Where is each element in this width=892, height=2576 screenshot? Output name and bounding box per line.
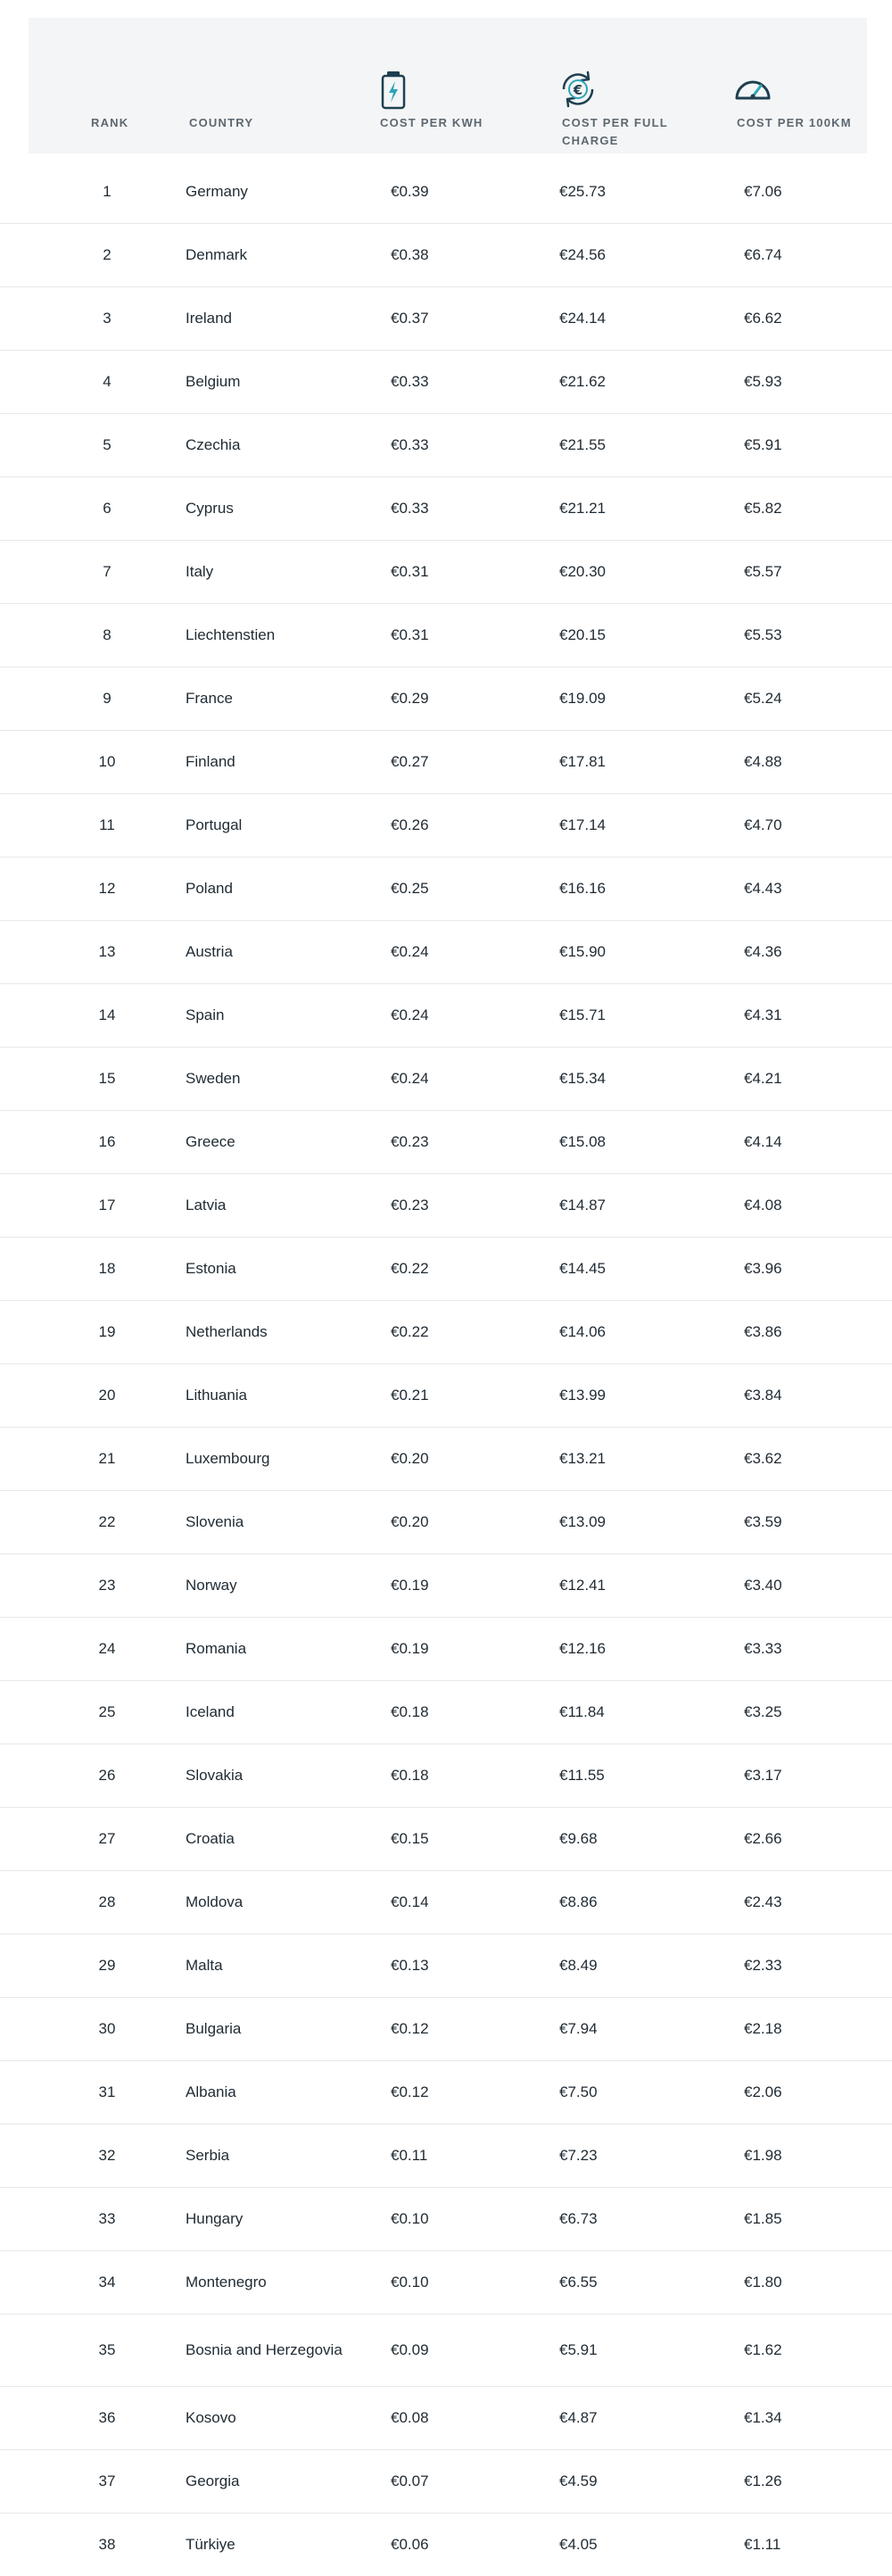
rank-cell: 14 [98,1006,116,1023]
cost-per-100km-cell: €4.88 [744,753,782,770]
table-row [0,1871,892,1934]
rank-cell: 16 [98,1133,116,1150]
cost-per-kwh-cell: €0.06 [391,2536,429,2553]
cost-per-kwh-cell: €0.31 [391,626,429,643]
header-cost-per-kwh: COST PER KWH [380,116,483,129]
rank-cell: 27 [98,1830,116,1847]
table-row [0,2450,892,2514]
cost-per-100km-cell: €5.53 [744,626,782,643]
cost-per-full-charge-cell: €7.94 [559,2020,598,2037]
table-row [0,287,892,351]
cost-per-kwh-cell: €0.20 [391,1513,429,1530]
cost-per-full-charge-cell: €15.08 [559,1133,606,1150]
cost-per-kwh-cell: €0.12 [391,2083,429,2100]
cost-per-full-charge-cell: €21.21 [559,500,606,517]
cost-per-kwh-cell: €0.14 [391,1893,429,1910]
table-row [0,2387,892,2450]
country-cell: Luxembourg [186,1450,270,1467]
cost-per-100km-cell: €2.66 [744,1830,782,1847]
battery-charging-icon [380,70,407,111]
country-cell: Montenegro [186,2274,267,2290]
rank-cell: 9 [103,690,112,707]
cost-per-full-charge-cell: €24.14 [559,310,606,327]
cost-per-100km-cell: €2.33 [744,1957,782,1974]
table-row [0,224,892,287]
country-cell: Czechia [186,436,241,453]
cost-per-full-charge-cell: €20.30 [559,563,606,580]
cost-per-kwh-cell: €0.13 [391,1957,429,1974]
header-country: COUNTRY [189,116,254,129]
rank-cell: 31 [98,2083,116,2100]
country-cell: Latvia [186,1197,227,1213]
table-row [0,1174,892,1238]
cost-per-full-charge-cell: €4.87 [559,2409,598,2426]
cost-per-kwh-cell: €0.37 [391,310,429,327]
table-row [0,1428,892,1491]
euro-cycle-icon [557,70,599,109]
cost-per-full-charge-cell: €14.45 [559,1260,606,1277]
cost-per-full-charge-cell: €13.09 [559,1513,606,1530]
country-cell: Türkiye [186,2536,235,2553]
country-cell: Bulgaria [186,2020,242,2037]
cost-per-kwh-cell: €0.09 [391,2341,429,2358]
rank-cell: 15 [98,1070,116,1087]
country-cell: Italy [186,563,214,580]
cost-per-100km-cell: €1.62 [744,2341,782,2358]
cost-per-kwh-cell: €0.22 [391,1260,429,1277]
cost-per-full-charge-cell: €14.06 [559,1323,606,1340]
cost-per-full-charge-cell: €21.62 [559,373,606,390]
cost-per-kwh-cell: €0.24 [391,1006,429,1023]
country-cell: Netherlands [186,1323,268,1340]
table-row [0,1808,892,1871]
cost-per-100km-cell: €1.85 [744,2210,782,2227]
cost-per-100km-cell: €3.62 [744,1450,782,1467]
cost-per-full-charge-cell: €15.71 [559,1006,606,1023]
cost-per-full-charge-cell: €4.05 [559,2536,598,2553]
cost-per-100km-cell: €3.17 [744,1767,782,1784]
country-cell: Spain [186,1006,225,1023]
country-cell: Serbia [186,2147,230,2164]
rank-cell: 38 [98,2536,116,2553]
table-row [0,1681,892,1744]
country-cell: Norway [186,1577,237,1594]
rank-cell: 34 [98,2274,116,2290]
cost-per-100km-cell: €5.91 [744,436,782,453]
cost-per-100km-cell: €5.24 [744,690,782,707]
cost-per-full-charge-cell: €12.16 [559,1640,606,1657]
rank-cell: 17 [98,1197,116,1213]
cost-per-100km-cell: €5.82 [744,500,782,517]
cost-per-full-charge-cell: €24.56 [559,246,606,263]
cost-per-100km-cell: €3.40 [744,1577,782,1594]
country-cell: Liechtenstien [186,626,276,643]
cost-per-100km-cell: €3.33 [744,1640,782,1657]
rank-cell: 20 [98,1387,116,1404]
cost-per-kwh-cell: €0.20 [391,1450,429,1467]
cost-per-full-charge-cell: €12.41 [559,1577,606,1594]
cost-per-100km-cell: €4.08 [744,1197,782,1213]
country-cell: Cyprus [186,500,234,517]
table-row [0,161,892,224]
rank-cell: 33 [98,2210,116,2227]
svg-text:€: € [573,82,583,98]
cost-per-kwh-cell: €0.24 [391,1070,429,1087]
cost-per-full-charge-cell: €20.15 [559,626,606,643]
cost-per-100km-cell: €4.43 [744,880,782,897]
country-cell: Slovenia [186,1513,244,1530]
cost-per-100km-cell: €3.86 [744,1323,782,1340]
rank-cell: 2 [103,246,112,263]
cost-per-full-charge-cell: €5.91 [559,2341,598,2358]
table-row [0,1491,892,1554]
country-cell: Romania [186,1640,247,1657]
cost-per-full-charge-cell: €14.87 [559,1197,606,1213]
cost-per-100km-cell: €2.06 [744,2083,782,2100]
table-row [0,1934,892,1998]
table-row [0,351,892,414]
table-row [0,1998,892,2061]
cost-per-full-charge-cell: €21.55 [559,436,606,453]
country-cell: Greece [186,1133,235,1150]
cost-per-kwh-cell: €0.31 [391,563,429,580]
table-row [0,2125,892,2188]
table-row [0,2315,892,2387]
rank-cell: 35 [98,2341,116,2358]
country-cell: Albania [186,2083,236,2100]
cost-per-100km-cell: €1.98 [744,2147,782,2164]
cost-per-kwh-cell: €0.19 [391,1640,429,1657]
rank-cell: 25 [98,1703,116,1720]
country-cell: Kosovo [186,2409,236,2426]
cost-per-kwh-cell: €0.39 [391,183,429,200]
rank-cell: 22 [98,1513,116,1530]
cost-per-100km-cell: €5.57 [744,563,782,580]
rank-cell: 23 [98,1577,116,1594]
table-body [0,161,892,2576]
rank-cell: 21 [98,1450,116,1467]
country-cell: Denmark [186,246,247,263]
cost-per-full-charge-cell: €15.90 [559,943,606,960]
rank-cell: 36 [98,2409,116,2426]
rank-cell: 24 [98,1640,116,1657]
country-cell: Austria [186,943,233,960]
rank-cell: 12 [98,880,116,897]
cost-per-full-charge-cell: €11.55 [559,1767,605,1784]
cost-per-full-charge-cell: €19.09 [559,690,606,707]
cost-per-kwh-cell: €0.29 [391,690,429,707]
table-row [0,1364,892,1428]
table-row [0,667,892,731]
table-row [0,2514,892,2576]
cost-per-full-charge-cell: €13.99 [559,1387,606,1404]
cost-per-full-charge-cell: €7.23 [559,2147,598,2164]
header-cost-per-full-charge: COST PER FULL CHARGE [562,116,668,147]
rank-cell: 26 [98,1767,116,1784]
table-row [0,984,892,1048]
table-row [0,1301,892,1364]
table-row [0,921,892,984]
cost-per-full-charge-cell: €15.34 [559,1070,606,1087]
cost-per-kwh-cell: €0.18 [391,1703,429,1720]
cost-per-100km-cell: €5.93 [744,373,782,390]
rank-cell: 32 [98,2147,116,2164]
cost-per-100km-cell: €2.43 [744,1893,782,1910]
cost-per-full-charge-cell: €6.55 [559,2274,598,2290]
rank-cell: 37 [98,2472,116,2489]
cost-per-full-charge-cell: €7.50 [559,2083,598,2100]
table-row [0,477,892,541]
cost-per-kwh-cell: €0.21 [391,1387,429,1404]
cost-per-kwh-cell: €0.27 [391,753,429,770]
table-row [0,794,892,857]
table-row [0,1048,892,1111]
cost-per-100km-cell: €3.96 [744,1260,782,1277]
cost-per-kwh-cell: €0.33 [391,436,429,453]
cost-per-kwh-cell: €0.11 [391,2147,428,2164]
cost-per-full-charge-cell: €25.73 [559,183,606,200]
cost-per-full-charge-cell: €8.86 [559,1893,598,1910]
cost-per-kwh-cell: €0.10 [391,2274,429,2290]
rank-cell: 1 [103,183,112,200]
header-rank: RANK [91,116,129,129]
cost-per-kwh-cell: €0.23 [391,1133,429,1150]
cost-per-full-charge-cell: €17.81 [559,753,606,770]
cost-per-100km-cell: €3.25 [744,1703,782,1720]
country-cell: Iceland [186,1703,235,1720]
table-row [0,1238,892,1301]
country-cell: Bosnia and Herzegovia [186,2341,343,2358]
country-cell: Hungary [186,2210,244,2227]
country-cell: Sweden [186,1070,241,1087]
cost-per-100km-cell: €1.80 [744,2274,782,2290]
cost-per-100km-cell: €4.70 [744,816,782,833]
country-cell: Finland [186,753,235,770]
cost-per-kwh-cell: €0.15 [391,1830,429,1847]
table-row [0,541,892,604]
table-row [0,2251,892,2315]
table-row [0,1111,892,1174]
cost-per-kwh-cell: €0.25 [391,880,429,897]
cost-per-100km-cell: €4.31 [744,1006,782,1023]
table-row [0,2061,892,2125]
cost-per-100km-cell: €3.59 [744,1513,782,1530]
cost-per-100km-cell: €1.11 [744,2536,781,2553]
country-cell: Moldova [186,1893,244,1910]
cost-per-full-charge-cell: €9.68 [559,1830,598,1847]
rank-cell: 6 [103,500,112,517]
country-cell: Georgia [186,2472,240,2489]
table-row [0,1554,892,1618]
rank-cell: 4 [103,373,112,390]
cost-per-kwh-cell: €0.22 [391,1323,429,1340]
country-cell: Estonia [186,1260,236,1277]
cost-per-kwh-cell: €0.24 [391,943,429,960]
country-cell: Belgium [186,373,241,390]
cost-per-100km-cell: €4.36 [744,943,782,960]
country-cell: Germany [186,183,248,200]
cost-per-100km-cell: €7.06 [744,183,782,200]
cost-per-kwh-cell: €0.33 [391,373,429,390]
speedometer-icon [733,73,772,104]
table-row [0,857,892,921]
cost-per-kwh-cell: €0.18 [391,1767,429,1784]
rank-cell: 29 [98,1957,116,1974]
cost-per-kwh-cell: €0.07 [391,2472,429,2489]
table-header [29,18,867,153]
table-row [0,731,892,794]
table-row [0,1744,892,1808]
header-cost-per-100km: COST PER 100KM [737,116,852,129]
rank-cell: 30 [98,2020,116,2037]
rank-cell: 10 [98,753,116,770]
rank-cell: 18 [98,1260,116,1277]
cost-per-kwh-cell: €0.12 [391,2020,429,2037]
country-cell: Lithuania [186,1387,248,1404]
table-row [0,1618,892,1681]
table-row [0,2188,892,2251]
country-cell: Malta [186,1957,223,1974]
cost-per-kwh-cell: €0.19 [391,1577,429,1594]
rank-cell: 11 [99,816,115,833]
cost-per-full-charge-cell: €8.49 [559,1957,598,1974]
country-cell: Slovakia [186,1767,244,1784]
cost-per-full-charge-cell: €16.16 [559,880,606,897]
cost-per-kwh-cell: €0.38 [391,246,429,263]
cost-per-full-charge-cell: €4.59 [559,2472,598,2489]
table-row [0,414,892,477]
cost-per-100km-cell: €1.34 [744,2409,782,2426]
cost-per-kwh-cell: €0.08 [391,2409,429,2426]
rank-cell: 7 [103,563,112,580]
cost-per-kwh-cell: €0.10 [391,2210,429,2227]
country-cell: Portugal [186,816,243,833]
country-cell: France [186,690,233,707]
rank-cell: 28 [98,1893,116,1910]
rank-cell: 5 [103,436,112,453]
cost-per-kwh-cell: €0.23 [391,1197,429,1213]
cost-per-kwh-cell: €0.26 [391,816,429,833]
rank-cell: 3 [103,310,112,327]
cost-per-full-charge-cell: €17.14 [559,816,606,833]
rank-cell: 13 [98,943,116,960]
cost-per-100km-cell: €6.62 [744,310,782,327]
rank-cell: 19 [98,1323,116,1340]
cost-per-100km-cell: €2.18 [744,2020,782,2037]
cost-per-100km-cell: €6.74 [744,246,782,263]
country-cell: Ireland [186,310,232,327]
cost-per-100km-cell: €4.21 [744,1070,782,1087]
cost-per-100km-cell: €1.26 [744,2472,782,2489]
rank-cell: 8 [103,626,112,643]
country-cell: Croatia [186,1830,235,1847]
country-cell: Poland [186,880,233,897]
cost-per-full-charge-cell: €13.21 [559,1450,606,1467]
cost-per-100km-cell: €4.14 [744,1133,782,1150]
table-row [0,604,892,667]
cost-per-full-charge-cell: €6.73 [559,2210,598,2227]
cost-per-100km-cell: €3.84 [744,1387,782,1404]
cost-per-kwh-cell: €0.33 [391,500,429,517]
cost-per-full-charge-cell: €11.84 [559,1703,605,1720]
